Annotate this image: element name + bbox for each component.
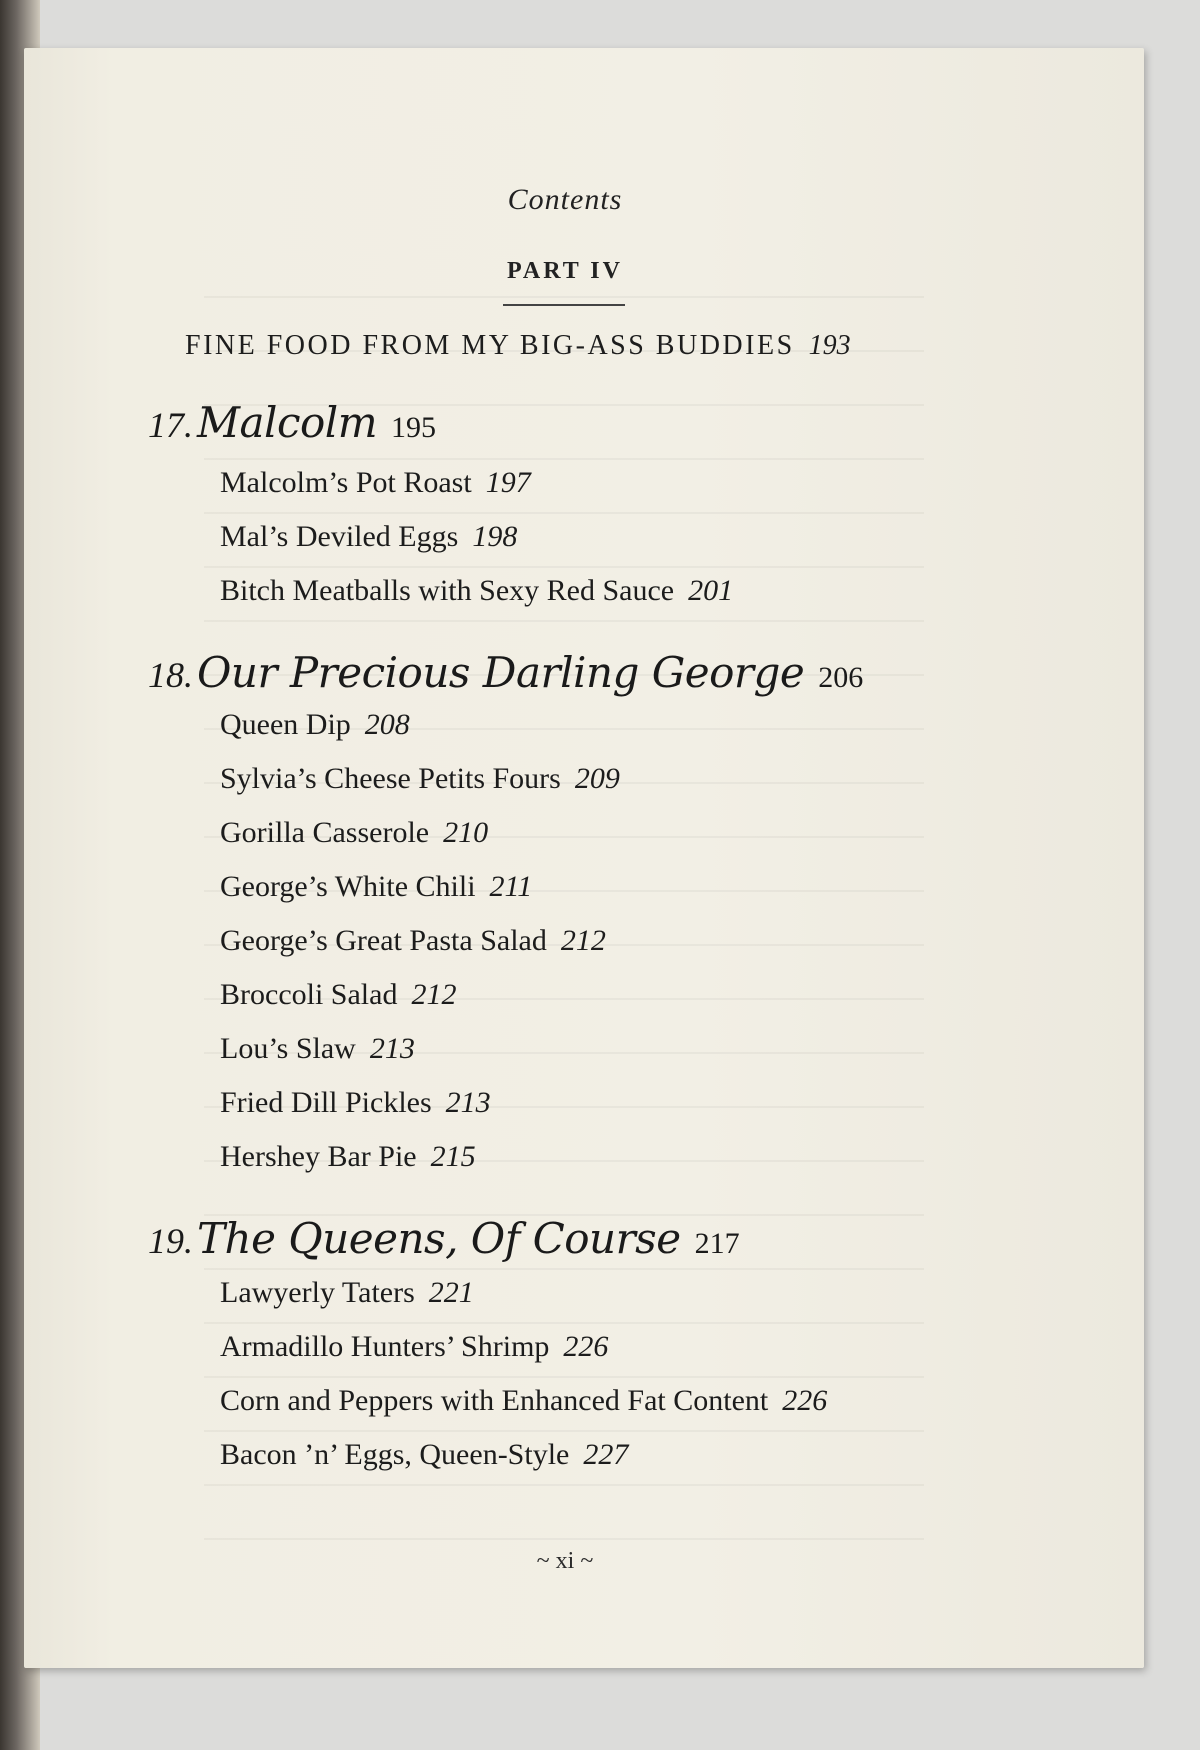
entry-page-number: 198 xyxy=(472,520,518,553)
toc-entry xyxy=(220,762,620,796)
entry-page-number: 215 xyxy=(430,1140,476,1173)
entry-title: George’s White Chili xyxy=(220,870,476,903)
toc-entry xyxy=(220,1140,476,1174)
toc-entry xyxy=(220,574,733,608)
entry-title: Sylvia’s Cheese Petits Fours xyxy=(220,762,561,795)
entry-title: Corn and Peppers with Enhanced Fat Content xyxy=(220,1384,769,1417)
entry-page-number: 213 xyxy=(445,1086,491,1119)
entry-title: Broccoli Salad xyxy=(220,978,398,1011)
page-folio: ~ xi ~ xyxy=(536,1548,594,1574)
toc-entry xyxy=(220,1384,827,1418)
entry-page-number: 201 xyxy=(688,574,734,607)
toc-entry xyxy=(220,978,456,1012)
entry-page-number: 227 xyxy=(583,1438,629,1471)
toc-entry xyxy=(220,1276,474,1310)
entry-title: Gorilla Casserole xyxy=(220,816,430,849)
entry-page-number: 208 xyxy=(364,708,410,741)
entry-title: Queen Dip xyxy=(220,708,351,741)
entry-title: Bacon ’n’ Eggs, Queen-Style xyxy=(220,1438,570,1471)
entry-page-number: 213 xyxy=(369,1032,415,1065)
part-title-text: FINE FOOD FROM MY BIG-ASS BUDDIES xyxy=(185,330,795,361)
part-divider-rule xyxy=(503,304,625,306)
entry-title: Fried Dill Pickles xyxy=(220,1086,432,1119)
toc-entry xyxy=(220,1438,628,1472)
entry-page-number: 226 xyxy=(563,1330,609,1363)
chapter-heading xyxy=(148,1214,740,1263)
entry-page-number: 197 xyxy=(485,466,531,499)
book-page xyxy=(24,48,1144,1668)
entry-page-number: 211 xyxy=(489,870,533,903)
entry-page-number: 210 xyxy=(443,816,489,849)
toc-entry xyxy=(220,1032,415,1066)
part-title xyxy=(185,330,851,362)
toc-entry xyxy=(220,816,488,850)
entry-title: Bitch Meatballs with Sexy Red Sauce xyxy=(220,574,675,607)
toc-entry xyxy=(220,520,517,554)
entry-title: Lawyerly Taters xyxy=(220,1276,415,1309)
entry-title: Mal’s Deviled Eggs xyxy=(220,520,459,553)
toc-entry xyxy=(220,924,606,958)
entry-title: Armadillo Hunters’ Shrimp xyxy=(220,1330,550,1363)
entry-title: Lou’s Slaw xyxy=(220,1032,356,1065)
entry-page-number: 212 xyxy=(411,978,457,1011)
toc-entry xyxy=(220,1330,608,1364)
toc-entry xyxy=(220,870,532,904)
chapter-page-number: 217 xyxy=(694,1227,740,1260)
chapter-page-number: 206 xyxy=(818,661,864,694)
chapter-heading xyxy=(148,398,436,447)
chapter-title: Malcolm xyxy=(197,398,378,447)
toc-entry xyxy=(220,1086,491,1120)
chapter-number: 17. xyxy=(148,405,193,445)
part-page-number: 193 xyxy=(808,330,851,361)
chapter-title: Our Precious Darling George xyxy=(197,648,805,697)
chapter-number: 18. xyxy=(148,655,193,695)
chapter-page-number: 195 xyxy=(391,411,437,444)
entry-page-number: 209 xyxy=(574,762,620,795)
running-head: Contents xyxy=(507,183,623,216)
chapter-number: 19. xyxy=(148,1221,193,1261)
entry-page-number: 212 xyxy=(560,924,606,957)
toc-entry xyxy=(220,708,410,742)
chapter-title: The Queens, Of Course xyxy=(197,1214,681,1263)
toc-entry xyxy=(220,466,531,500)
entry-title: George’s Great Pasta Salad xyxy=(220,924,547,957)
entry-page-number: 226 xyxy=(782,1384,828,1417)
part-label: PART IV xyxy=(507,258,623,284)
chapter-heading xyxy=(148,648,863,697)
entry-title: Hershey Bar Pie xyxy=(220,1140,417,1173)
entry-page-number: 221 xyxy=(428,1276,474,1309)
entry-title: Malcolm’s Pot Roast xyxy=(220,466,472,499)
